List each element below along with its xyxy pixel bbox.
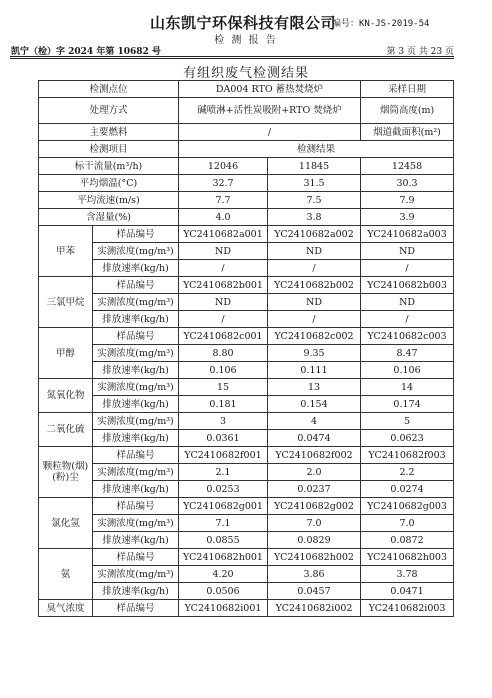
pollutant-row <box>39 515 454 532</box>
pollutant-name: 甲醇 <box>39 328 93 379</box>
row-value: 15 <box>179 379 268 396</box>
row-value: 0.0872 <box>361 532 454 549</box>
pollutant-row <box>39 294 454 311</box>
row-value: 0.181 <box>179 396 268 413</box>
row-value: 0.106 <box>361 362 454 379</box>
row-value: YC2410682i002 <box>268 600 361 617</box>
row-value: 0.0237 <box>268 481 361 498</box>
pollutant-name: 氨 <box>39 549 93 600</box>
row-value: YC2410682b001 <box>179 277 268 294</box>
param-value: 30.3 <box>361 175 454 192</box>
row-label: 实测浓度(mg/m³) <box>93 379 179 396</box>
row-label: 排放速率(kg/h) <box>93 532 179 549</box>
row-value: 0.0361 <box>179 430 268 447</box>
pollutant-row <box>39 277 454 294</box>
row-value: 0.0471 <box>361 583 454 600</box>
column-header: 检测结果 <box>179 141 454 158</box>
row-value: YC2410682g001 <box>179 498 268 515</box>
param-label: 平均流速(m/s) <box>39 192 179 209</box>
pollutant-row <box>39 481 454 498</box>
table-title: 有组织废气检测结果 <box>182 66 309 81</box>
row-value: 7.0 <box>268 515 361 532</box>
param-row <box>39 158 454 175</box>
pollutant-row <box>39 260 454 277</box>
row-value: YC2410682f003 <box>361 447 454 464</box>
row-label: 排放速率(kg/h) <box>93 481 179 498</box>
pollutant-name: 三氯甲烷 <box>39 277 93 328</box>
param-value: 12046 <box>179 158 268 175</box>
row-value: 9.35 <box>268 345 361 362</box>
row-value: YC2410682g002 <box>268 498 361 515</box>
row-label: 排放速率(kg/h) <box>93 396 179 413</box>
row-value: 0.0274 <box>361 481 454 498</box>
row-value: 2.2 <box>361 464 454 481</box>
pollutant-row <box>39 532 454 549</box>
row-value: 2.1 <box>179 464 268 481</box>
param-value: 7.7 <box>179 192 268 209</box>
pollutant-row <box>39 226 454 243</box>
info-row-point <box>39 81 454 98</box>
row-value: YC2410682b003 <box>361 277 454 294</box>
row-label: 排放速率(kg/h) <box>93 311 179 328</box>
row-value: 14 <box>361 379 454 396</box>
row-value: YC2410682g003 <box>361 498 454 515</box>
row-label: 实测浓度(mg/m³) <box>93 515 179 532</box>
info-label: 烟筒高度(m) <box>361 98 454 124</box>
row-value: 0.106 <box>179 362 268 379</box>
info-label: 处理方式 <box>39 98 179 124</box>
row-value: 3.78 <box>361 566 454 583</box>
param-row <box>39 175 454 192</box>
pollutant-name: 甲苯 <box>39 226 93 277</box>
info-label: 检测点位 <box>39 81 179 98</box>
row-value: / <box>179 260 268 277</box>
pollutant-row <box>39 328 454 345</box>
param-value: 31.5 <box>268 175 361 192</box>
pollutant-row <box>39 464 454 481</box>
pollutant-row <box>39 600 454 617</box>
row-label: 样品编号 <box>93 549 179 566</box>
param-value: 32.7 <box>179 175 268 192</box>
row-value: ND <box>361 243 454 260</box>
row-label: 实测浓度(mg/m³) <box>93 294 179 311</box>
report-subtitle: 检 测 报 告 <box>214 35 278 46</box>
column-header: 检测项目 <box>39 141 179 158</box>
info-label: 烟道截面积(m²) <box>361 124 454 141</box>
row-value: YC2410682b002 <box>268 277 361 294</box>
info-value: 碱喷淋+活性炭吸附+RTO 焚烧炉 <box>179 98 361 124</box>
pollutant-row <box>39 396 454 413</box>
row-value: YC2410682f001 <box>179 447 268 464</box>
row-value: 3 <box>179 413 268 430</box>
row-value: 13 <box>268 379 361 396</box>
row-value: ND <box>361 294 454 311</box>
results-table-body <box>39 81 454 617</box>
pollutant-name: 氮氧化物 <box>39 379 93 413</box>
document-code: 编号：KN-JS-2019-54 <box>332 19 430 29</box>
info-label: 采样日期 <box>361 81 454 98</box>
row-value: YC2410682i003 <box>361 600 454 617</box>
row-value: / <box>361 260 454 277</box>
row-label: 实测浓度(mg/m³) <box>93 464 179 481</box>
row-value: 2.0 <box>268 464 361 481</box>
row-value: 8.47 <box>361 345 454 362</box>
param-row <box>39 209 454 226</box>
row-value: YC2410682a003 <box>361 226 454 243</box>
row-value: YC2410682f002 <box>268 447 361 464</box>
row-label: 样品编号 <box>93 498 179 515</box>
param-row <box>39 192 454 209</box>
pollutant-row <box>39 345 454 362</box>
row-value: / <box>268 260 361 277</box>
row-value: YC2410682c001 <box>179 328 268 345</box>
pollutant-row <box>39 430 454 447</box>
row-value: 0.0253 <box>179 481 268 498</box>
row-value: YC2410682i001 <box>179 600 268 617</box>
info-row-method <box>39 98 454 124</box>
pollutant-name: 臭气浓度 <box>39 600 93 617</box>
page-number: 第 3 页 共 23 页 <box>386 47 454 57</box>
row-value: 4 <box>268 413 361 430</box>
row-value: YC2410682h001 <box>179 549 268 566</box>
row-label: 样品编号 <box>93 328 179 345</box>
row-value: / <box>361 311 454 328</box>
row-value: 7.1 <box>179 515 268 532</box>
info-value: DA004 RTO 蓄热焚烧炉 <box>179 81 361 98</box>
row-value: 0.0623 <box>361 430 454 447</box>
row-value: 8.80 <box>179 345 268 362</box>
row-label: 样品编号 <box>93 226 179 243</box>
row-label: 实测浓度(mg/m³) <box>93 413 179 430</box>
param-value: 7.9 <box>361 192 454 209</box>
company-name: 山东凯宁环保科技有限公司 <box>150 14 337 32</box>
pollutant-name: 颗粒物(烟)(粉)尘 <box>39 447 93 498</box>
row-label: 排放速率(kg/h) <box>93 260 179 277</box>
report-number: 凯宁（检）字 2024 年第 10682 号 <box>11 47 161 57</box>
column-header-row <box>39 141 454 158</box>
row-value: 7.0 <box>361 515 454 532</box>
pollutant-row <box>39 379 454 396</box>
pollutant-row <box>39 243 454 260</box>
row-label: 样品编号 <box>93 447 179 464</box>
param-value: 12458 <box>361 158 454 175</box>
info-label: 主要燃料 <box>39 124 179 141</box>
param-value: 4.0 <box>179 209 268 226</box>
row-value: YC2410682c003 <box>361 328 454 345</box>
pollutant-row <box>39 498 454 515</box>
row-value: 4.20 <box>179 566 268 583</box>
header-rule-thin <box>10 58 454 59</box>
param-value: 7.5 <box>268 192 361 209</box>
param-label: 含湿量(%) <box>39 209 179 226</box>
row-value: ND <box>268 243 361 260</box>
row-value: 0.111 <box>268 362 361 379</box>
row-value: YC2410682a002 <box>268 226 361 243</box>
row-value: 0.0474 <box>268 430 361 447</box>
info-row-fuel <box>39 124 454 141</box>
row-value: 0.0829 <box>268 532 361 549</box>
row-label: 排放速率(kg/h) <box>93 430 179 447</box>
pollutant-row <box>39 549 454 566</box>
row-value: 0.0457 <box>268 583 361 600</box>
row-label: 样品编号 <box>93 277 179 294</box>
row-value: 0.174 <box>361 396 454 413</box>
param-value: 3.8 <box>268 209 361 226</box>
row-value: 0.0506 <box>179 583 268 600</box>
row-value: ND <box>179 243 268 260</box>
row-value: 5 <box>361 413 454 430</box>
row-value: ND <box>268 294 361 311</box>
row-value: ND <box>179 294 268 311</box>
header-rule <box>10 56 454 57</box>
row-label: 排放速率(kg/h) <box>93 362 179 379</box>
row-value: 3.86 <box>268 566 361 583</box>
param-value: 3.9 <box>361 209 454 226</box>
pollutant-name: 氯化氢 <box>39 498 93 549</box>
row-value: YC2410682h003 <box>361 549 454 566</box>
pollutant-name: 二氧化硫 <box>39 413 93 447</box>
pollutant-row <box>39 362 454 379</box>
row-value: / <box>268 311 361 328</box>
param-value: 11845 <box>268 158 361 175</box>
pollutant-row <box>39 566 454 583</box>
row-label: 实测浓度(mg/m³) <box>93 345 179 362</box>
info-value: / <box>179 124 361 141</box>
pollutant-row <box>39 311 454 328</box>
row-value: YC2410682a001 <box>179 226 268 243</box>
row-label: 样品编号 <box>93 600 179 617</box>
pollutant-row <box>39 447 454 464</box>
pollutant-row <box>39 413 454 430</box>
param-label: 平均烟温(°C) <box>39 175 179 192</box>
row-label: 实测浓度(mg/m³) <box>93 243 179 260</box>
row-value: / <box>179 311 268 328</box>
row-value: YC2410682c002 <box>268 328 361 345</box>
param-label: 标干流量(m³/h) <box>39 158 179 175</box>
row-label: 排放速率(kg/h) <box>93 583 179 600</box>
pollutant-row <box>39 583 454 600</box>
row-value: 0.154 <box>268 396 361 413</box>
row-value: YC2410682h002 <box>268 549 361 566</box>
row-label: 实测浓度(mg/m³) <box>93 566 179 583</box>
row-value: 0.0855 <box>179 532 268 549</box>
results-table <box>38 80 454 617</box>
